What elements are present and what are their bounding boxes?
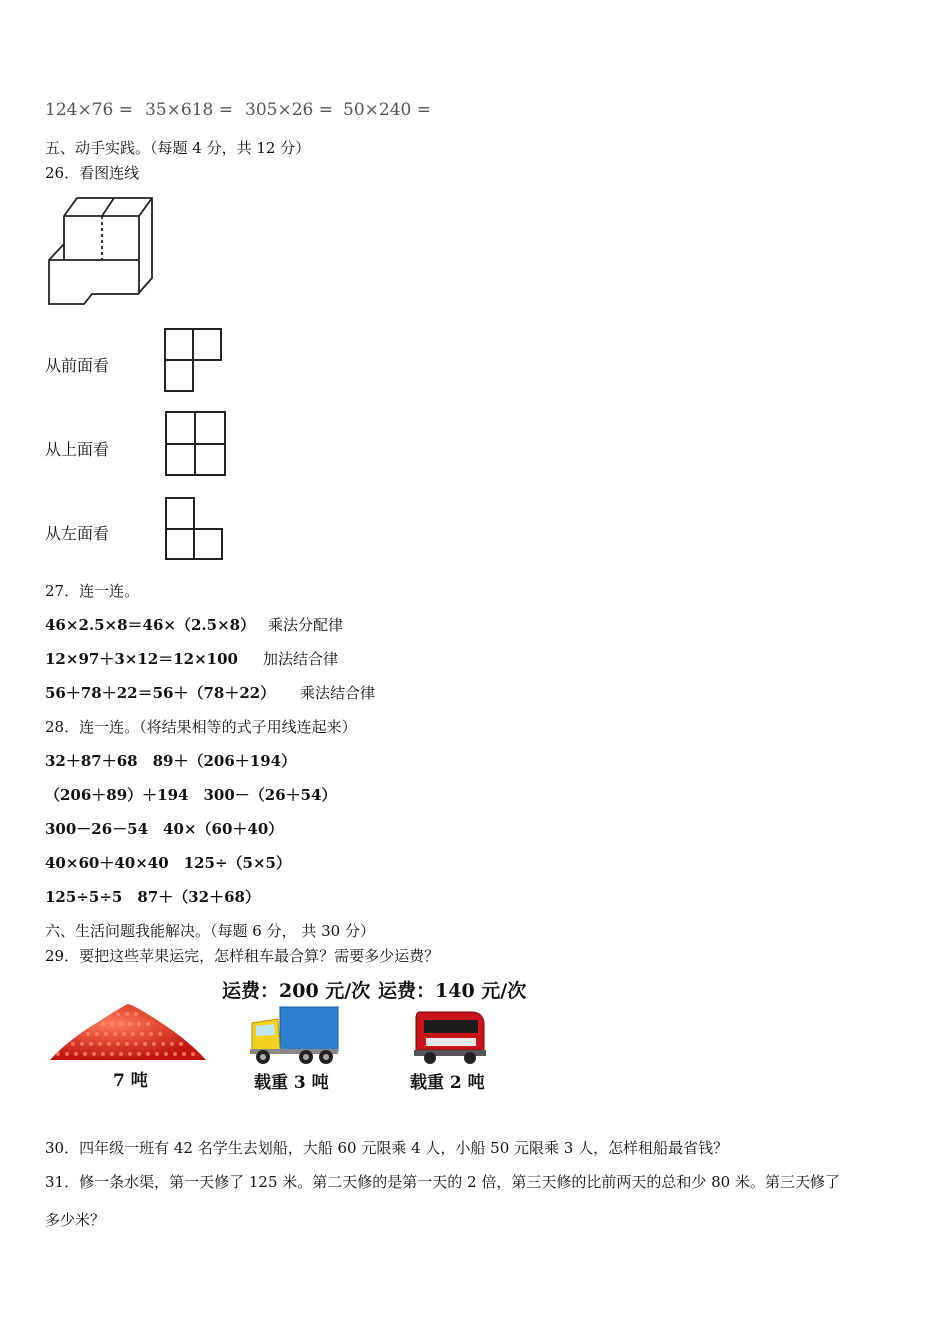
q31-text-line1: 31．修一条水渠，第一天修了 125 米。第二天修的是第一天的 2 倍，第三天修的比前两天的总和少 80 米。第三天修了 [45,1173,840,1191]
q27-title: 27．连一连。 [45,582,140,600]
calc-item-3: 305×26 = [245,100,333,120]
fee-label-2: 运费：140 元/次 [378,980,527,1002]
q28-row-3: 300－26－54 40×（60＋40） [45,820,284,838]
q28-row-4: 40×60＋40×40 125÷（5×5） [45,854,291,872]
view-label-left: 从左面看 [45,524,110,543]
q26-title: 26．看图连线 [45,164,140,182]
apple-pile-image [48,1000,208,1062]
top-view-figure [164,411,228,477]
red-truck-image [410,1008,490,1066]
q28-row-5: 125÷5÷5 87＋（32＋68） [45,888,260,906]
q28-row-2: （206＋89）＋194 300－（26＋54） [45,786,337,804]
truck1-capacity: 载重 3 吨 [254,1073,329,1093]
q31-text-line2: 多少米？ [45,1211,106,1229]
q29-title: 29．要把这些苹果运完，怎样租车最合算？需要多少运费？ [45,947,440,965]
section5-heading: 五、动手实践。（每题 4 分，共 12 分） [45,139,311,157]
q27-law-1: 乘法分配律 [268,616,344,634]
q30-text: 30．四年级一班有 42 名学生去划船，大船 60 元限乘 4 人，小船 50 元限乘 3 人，怎样租船最省钱？ [45,1139,729,1157]
calc-item-2: 35×618 = [145,100,233,120]
section6-heading: 六、生活问题我能解决。（每题 6 分， 共 30 分） [45,922,375,940]
blue-truck-image [248,1005,340,1067]
q27-expr-2: 12×97＋3×12＝12×100 [45,650,238,668]
q27-expr-1: 46×2.5×8＝46×（2.5×8） [45,616,256,634]
view-label-top: 从上面看 [45,440,110,459]
cube-figure [44,192,159,310]
q27-expr-3: 56＋78＋22＝56＋（78＋22） [45,684,276,702]
q27-law-2: 加法结合律 [263,650,339,668]
q28-title: 28．连一连。（将结果相等的式子用线连起来） [45,718,357,736]
truck2-capacity: 载重 2 吨 [410,1073,485,1093]
left-view-figure [164,497,226,562]
calc-item-1: 124×76 = [45,100,133,120]
view-label-front: 从前面看 [45,356,110,375]
front-view-figure [164,328,224,393]
q27-law-3: 乘法结合律 [300,684,376,702]
q28-row-1: 32＋87＋68 89＋（206＋194） [45,752,297,770]
apple-weight-label: 7 吨 [113,1071,148,1091]
fee-label-1: 运费：200 元/次 [222,980,371,1002]
calc-item-4: 50×240 = [343,100,431,120]
